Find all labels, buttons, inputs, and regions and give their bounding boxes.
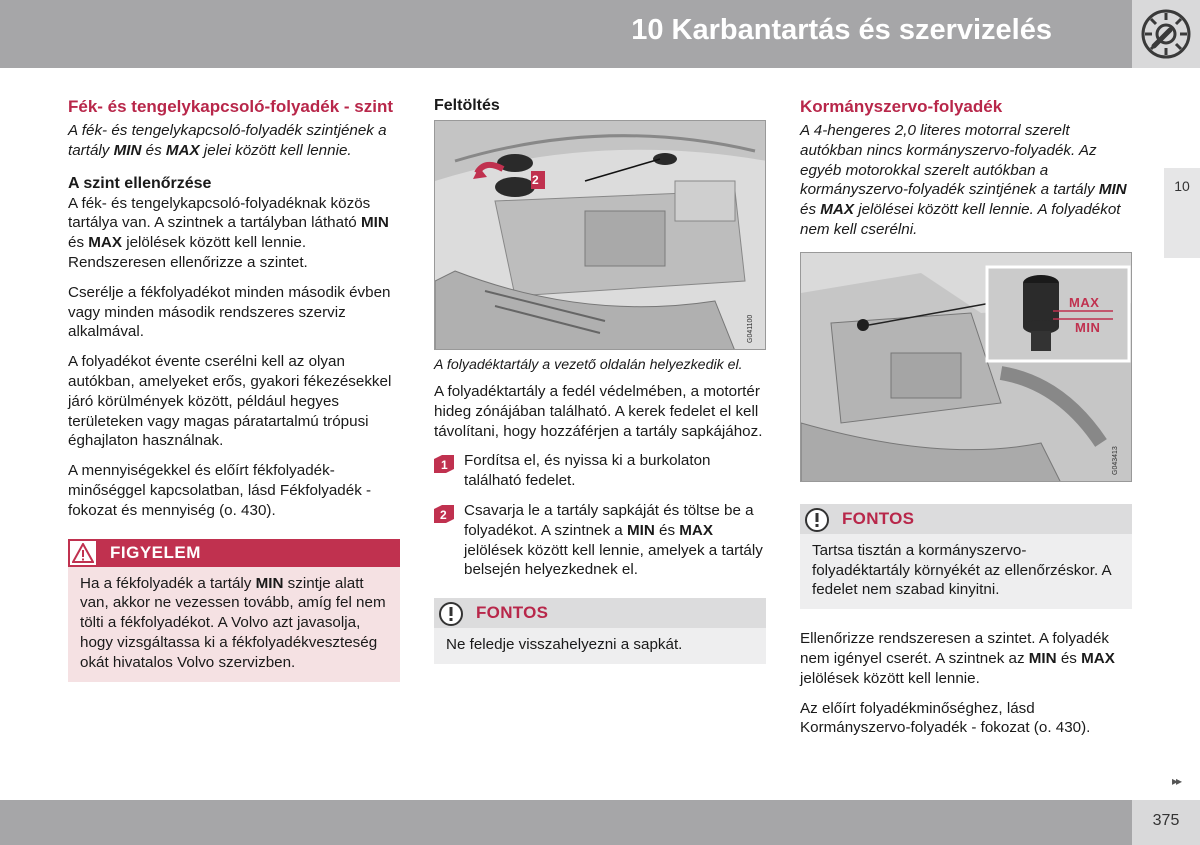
- paragraph: A folyadékot évente cserélni kell az olyan autókban, amelyeket erős, gyakori fékezésekkel járó körülmények között, például hegyes területeken vagy magas páratartalmú trópusi éghajlaton használnak.: [68, 353, 392, 450]
- important-header: [434, 598, 766, 628]
- paragraph: Ellenőrizze rendszeresen a szintet. A folyadék nem igényel cserét. A szintnek az MIN és MAX jelölések között kell lennie.: [800, 630, 1115, 687]
- column-power-steering: [800, 96, 1132, 738]
- warning-label: FIGYELEM: [110, 542, 201, 562]
- power-steering-illustration: [801, 253, 1132, 482]
- important-label: FONTOS: [842, 508, 915, 528]
- step-2-number: 2: [440, 507, 447, 522]
- exclamation-circle-icon: [438, 601, 464, 627]
- page-number: 375: [1152, 812, 1180, 829]
- warning-triangle-icon: [72, 543, 94, 563]
- intro-text: A 4-hengeres 2,0 literes motorral szerelt autókban nincs kormányszervo-folyadék. Az egyéb motorokkal szerelt autókban a kormányszervo-folyadék szintjének a tartály MIN és MAX jelölései között kell lennie. A folyadékot nem kell cserélni.: [800, 122, 1127, 238]
- important-header: [800, 504, 1132, 534]
- power-steering-figure: [800, 252, 1132, 482]
- figure-caption: A folyadéktartály a vezető oldalán helyezkedik el.: [434, 357, 743, 373]
- paragraph: Cserélje a fékfolyadékot minden második évben vagy minden második rendszeres szerviz alkalmával.: [68, 283, 391, 341]
- side-tab-label: 10: [1174, 178, 1190, 194]
- page-header: [0, 0, 1132, 68]
- chapter-side-tab[interactable]: [1164, 168, 1200, 258]
- paragraph: A mennyiségekkel és előírt fékfolyadék-minőséggel kapcsolatban, lásd Fékfolyadék - fokozat és mennyiség (o. 430).: [68, 462, 372, 519]
- step-1-text: Fordítsa el, és nyissa ki a burkolaton található fedelet.: [464, 452, 711, 490]
- step-2-text: Csavarja le a tartály sapkáját és töltse be a folyadékot. A szintnek a MIN és MAX jelölések között kell lennie, amelyek a tartály belsején helyezkednek el.: [464, 501, 763, 579]
- subheading-level-check: A szint ellenőrzése: [68, 174, 212, 192]
- warning-header: [68, 539, 400, 567]
- column-filling: [434, 96, 766, 664]
- section-heading-filling: Feltöltés: [434, 97, 500, 114]
- figure-max-label: MAX: [1069, 294, 1100, 310]
- section-heading-power-steering: Kormányszervo-folyadék: [800, 97, 1003, 116]
- warning-text: Ha a fékfolyadék a tartály MIN szintje alatt van, akkor ne vezessen tovább, amíg fel nem tölti a fékfolyadékot. A Volvo azt javasolja, hogy vizsgáltassa ki a fékfolyadékveszteség okát hivatalos Volvo szervizben.: [68, 567, 400, 682]
- warning-box: [68, 539, 400, 682]
- section-heading-brake-fluid: Fék- és tengelykapcsoló-folyadék - szint: [68, 97, 393, 116]
- important-label: FONTOS: [476, 603, 549, 623]
- paragraph: Az előírt folyadékminőséghez, lásd Kormányszervo-folyadék - fokozat (o. 430).: [800, 699, 1091, 737]
- column-brake-fluid: [68, 96, 400, 682]
- exclamation-circle-icon: [804, 507, 830, 533]
- engine-bay-illustration: [435, 121, 766, 350]
- step-2: [434, 501, 766, 580]
- figure-code: G043413: [1112, 445, 1119, 475]
- chapter-icon-box: [1132, 0, 1200, 68]
- warning-icon-box: [68, 539, 98, 567]
- paragraph: A folyadéktartály a fedél védelmében, a motortér hideg zónájában található. A kerek fedelet el kell távolítani, hogy hozzáférjen a tartály sapkájához.: [434, 383, 763, 440]
- chapter-title: 10 Karbantartás és szervizelés: [631, 14, 1052, 46]
- paragraph: A fék- és tengelykapcsoló-folyadéknak közös tartálya van. A szintnek a tartályban látható MIN és MAX jelölések között kell lennie. Rendszeresen ellenőrizze a szintet.: [68, 194, 389, 271]
- important-box: [434, 598, 766, 664]
- figure-code: G041100: [747, 314, 754, 343]
- step-1-number: 1: [441, 458, 448, 473]
- figure-min-label: MIN: [1075, 319, 1101, 335]
- page-footer: [0, 800, 1200, 845]
- figure-step-2-badge: 2: [532, 173, 539, 187]
- important-text: Ne feledje visszahelyezni a sapkát.: [434, 628, 766, 664]
- intro-text: A fék- és tengelykapcsoló-folyadék szintjének a tartály MIN és MAX jelei között kell lennie.: [68, 122, 387, 159]
- double-chevron-right-icon[interactable]: ▸▸: [1172, 774, 1181, 788]
- important-text: Tartsa tisztán a kormányszervo-folyadéktartály környékét az ellenőrzéskor. A fedelet nem szabad kinyitni.: [800, 534, 1132, 609]
- step-1: [434, 451, 766, 491]
- important-box: [800, 504, 1132, 609]
- wrench-gear-icon: [1140, 8, 1192, 60]
- engine-bay-figure: [434, 120, 766, 350]
